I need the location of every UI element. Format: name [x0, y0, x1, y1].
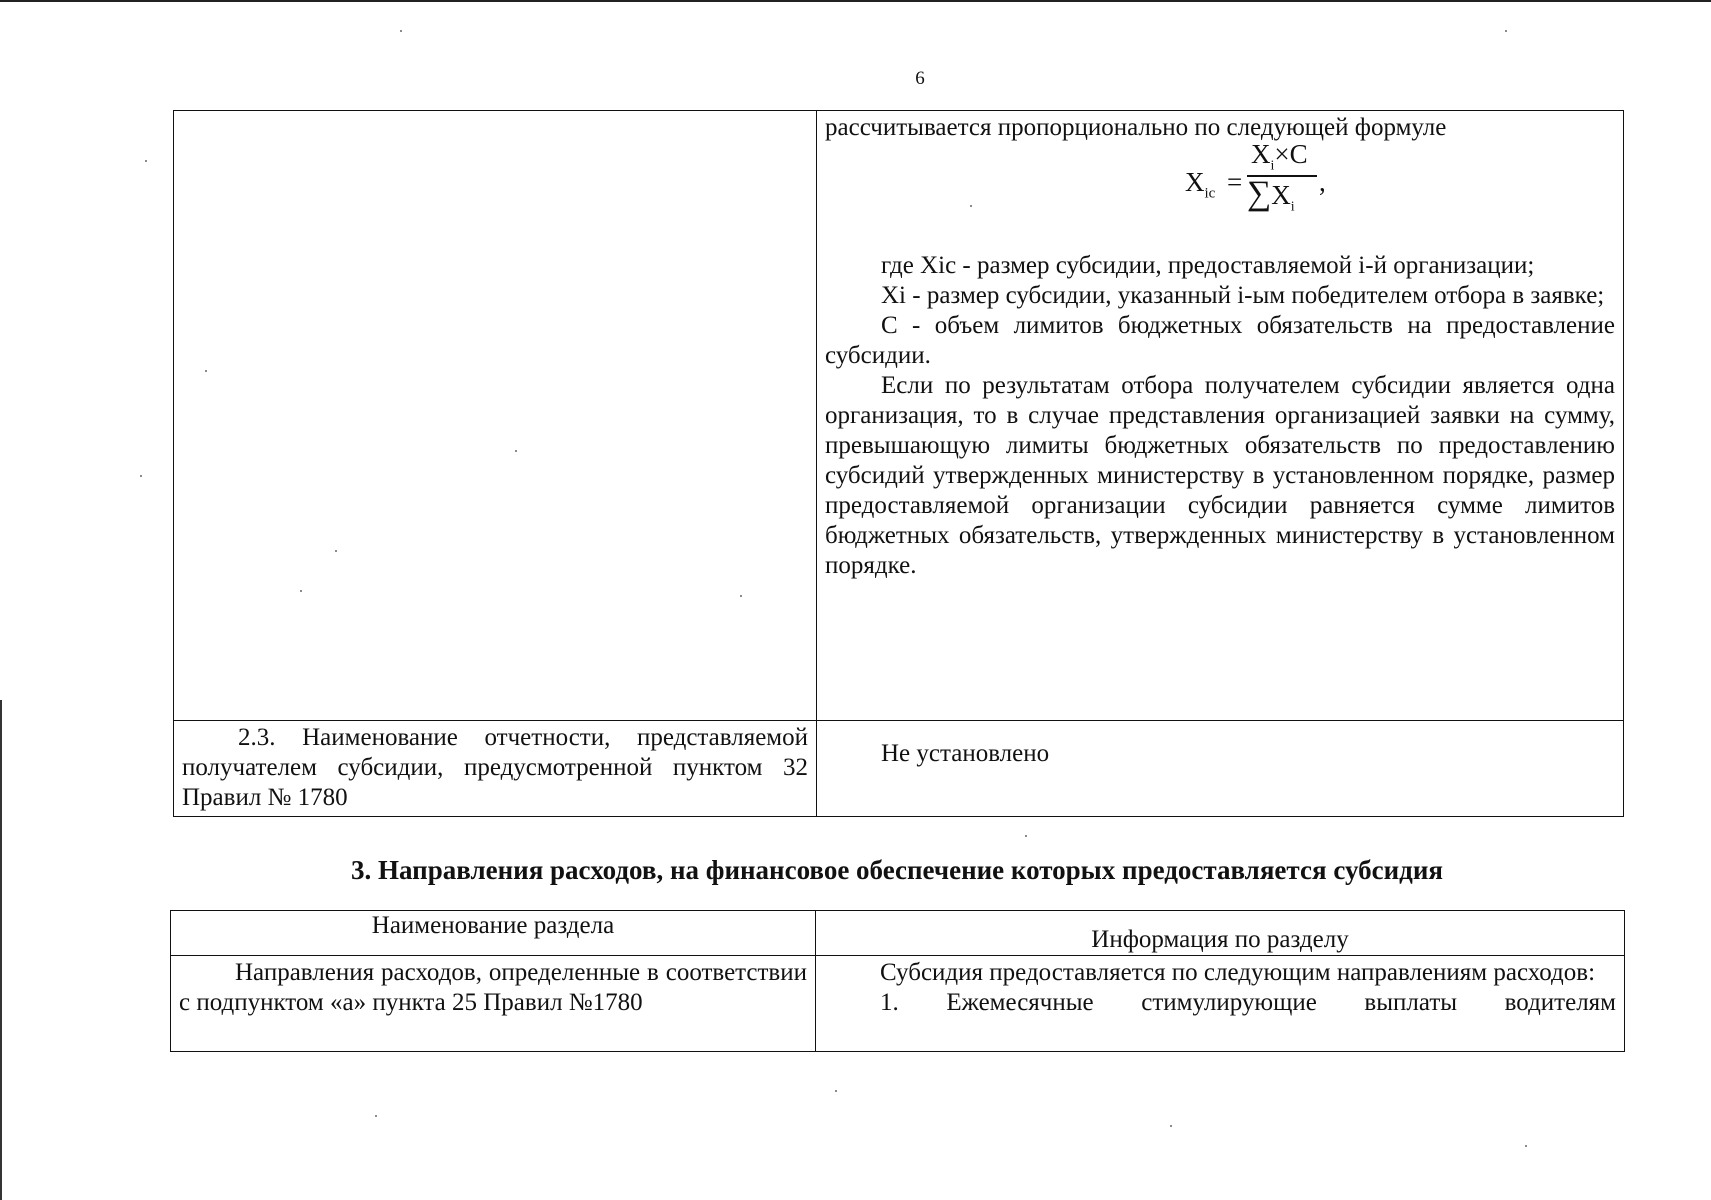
- formula-intro: рассчитывается пропорционально по следующей формуле: [825, 114, 1447, 141]
- directions-label: Направления расходов, определенные в соответствии с подпунктом «а» пункта 25 Правил №1780: [179, 959, 807, 1016]
- directions-info-cell: [816, 956, 1625, 1052]
- scan-speck: [140, 475, 142, 477]
- scan-speck: [1025, 835, 1027, 837]
- column-header-section-name: Наименование раздела: [171, 911, 816, 956]
- table-row: [174, 721, 1624, 817]
- distribution-formula: $X_{ic}$ = $X_i\times C$ $\sum X_i$ ,: [825, 143, 1615, 235]
- section-title: 3. Направления расходов, на финансовое обеспечение которых предоставляется субсидия: [351, 855, 1443, 885]
- table-row: [174, 111, 1624, 721]
- page-number: 6: [915, 68, 925, 89]
- reporting-value-cell: [817, 721, 1624, 817]
- formula-cell: [817, 111, 1624, 721]
- single-organization-rule: Если по результатам отбора получателем субсидии является одна организация, то в случае представления организацией заявки на сумму, превышающую лимиты бюджетных обязательств по предоставлению субсидий утвержденных министерству в установленном порядке, размер предоставляемой организации субсидии равняется сумме лимитов бюджетных обязательств, утвержденных министерству в установленном порядке.: [825, 372, 1615, 579]
- scan-speck: [970, 205, 972, 207]
- formula-numerator: $X_i\times C$: [1251, 139, 1308, 174]
- scan-top-border: [0, 0, 1711, 2]
- scan-speck: [300, 590, 302, 592]
- reporting-label-cell: [174, 721, 817, 817]
- scan-speck: [205, 370, 207, 372]
- scan-speck: [400, 30, 402, 32]
- reporting-label: 2.3. Наименование отчетности, представляемой получателем субсидии, предусмотренной пунктом 32 Правил № 1780: [182, 724, 808, 811]
- scan-left-border: [0, 700, 2, 1200]
- reporting-value: Не установлено: [881, 740, 1050, 767]
- definition-xic: где Xic - размер субсидии, предоставляемой i-й организации;: [881, 252, 1535, 279]
- directions-intro: Субсидия предоставляется по следующим направлениям расходов:: [880, 959, 1596, 986]
- scan-speck: [515, 450, 517, 452]
- directions-label-cell: [171, 956, 816, 1052]
- definition-c: C - объем лимитов бюджетных обязательств на предоставление субсидии.: [825, 312, 1615, 369]
- scan-speck: [145, 160, 147, 162]
- empty-label-cell: [174, 111, 817, 721]
- formula-denominator: $\sum X_i$: [1247, 175, 1295, 215]
- scan-speck: [835, 1090, 837, 1092]
- definition-xi: Xi - размер субсидии, указанный i-ым победителем отбора в заявке;: [881, 282, 1605, 309]
- scan-speck: [375, 1115, 377, 1117]
- scan-speck: [1505, 30, 1507, 32]
- subsidy-conditions-table: [173, 110, 1624, 817]
- scan-speck: [740, 595, 742, 597]
- scan-speck: [335, 550, 337, 552]
- sum-icon: ∑: [1247, 175, 1272, 212]
- list-item: 1. Ежемесячные стимулирующие выплаты водителям: [880, 989, 1616, 1016]
- scan-speck: [1170, 1125, 1172, 1127]
- scan-speck: [1525, 1145, 1527, 1147]
- table-header-row: [171, 911, 1625, 956]
- table-row: [171, 956, 1625, 1052]
- expense-directions-table: [170, 910, 1625, 1052]
- column-header-section-info: Информация по разделу: [816, 911, 1625, 956]
